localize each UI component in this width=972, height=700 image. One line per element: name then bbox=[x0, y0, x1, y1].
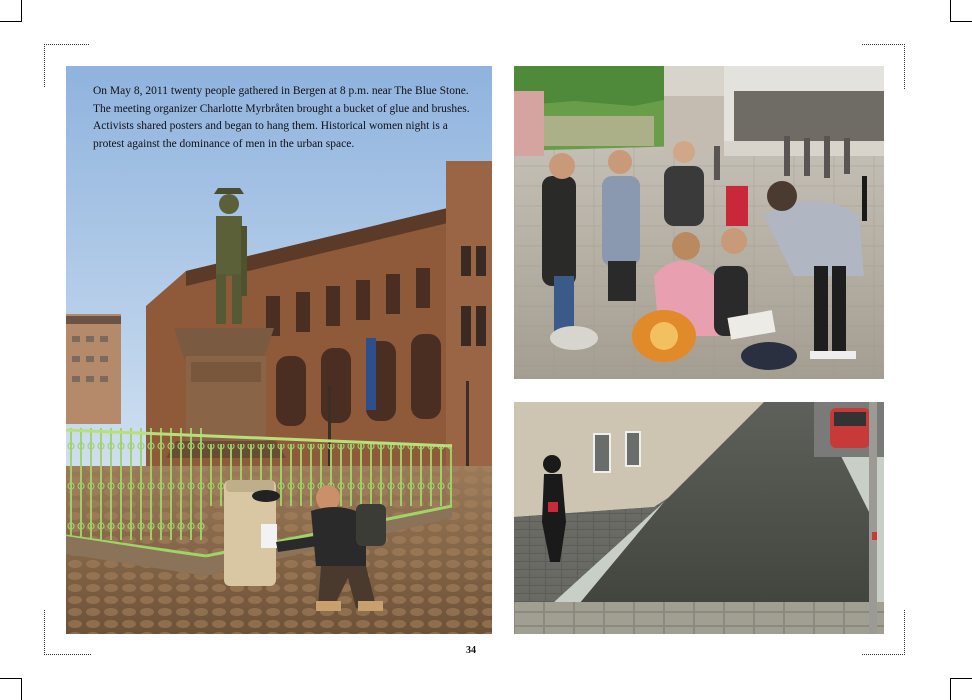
crop-mark-bottom-right-v bbox=[950, 678, 951, 700]
photo-caption bbox=[93, 83, 478, 153]
alley-stencil-photo bbox=[514, 402, 884, 634]
caption-line-2: The meeting organizer Charlotte Myrbråten brought a bucket of glue and brushes. bbox=[93, 102, 470, 115]
crop-mark-top-right-v bbox=[950, 0, 951, 22]
activists-group-photo bbox=[514, 66, 884, 379]
crop-mark-bottom-right-h bbox=[950, 678, 972, 679]
crop-mark-bottom-left-h bbox=[0, 678, 22, 679]
crop-mark-top-left-h bbox=[0, 21, 22, 22]
crop-mark-top-right-h bbox=[950, 21, 972, 22]
caption-line-3: Activists shared posters and began to hang them. Historical women night is a bbox=[93, 120, 448, 132]
crop-mark-bottom-left-v bbox=[21, 678, 22, 700]
caption-line-4: protest against the dominance of men in the urban space. bbox=[93, 137, 355, 150]
page-number: 34 bbox=[466, 645, 476, 656]
crop-mark-top-left-v bbox=[21, 0, 22, 22]
caption-line-1: On May 8, 2011 twenty people gathered in Bergen at 8 p.m. near The Blue Stone. bbox=[93, 85, 469, 97]
